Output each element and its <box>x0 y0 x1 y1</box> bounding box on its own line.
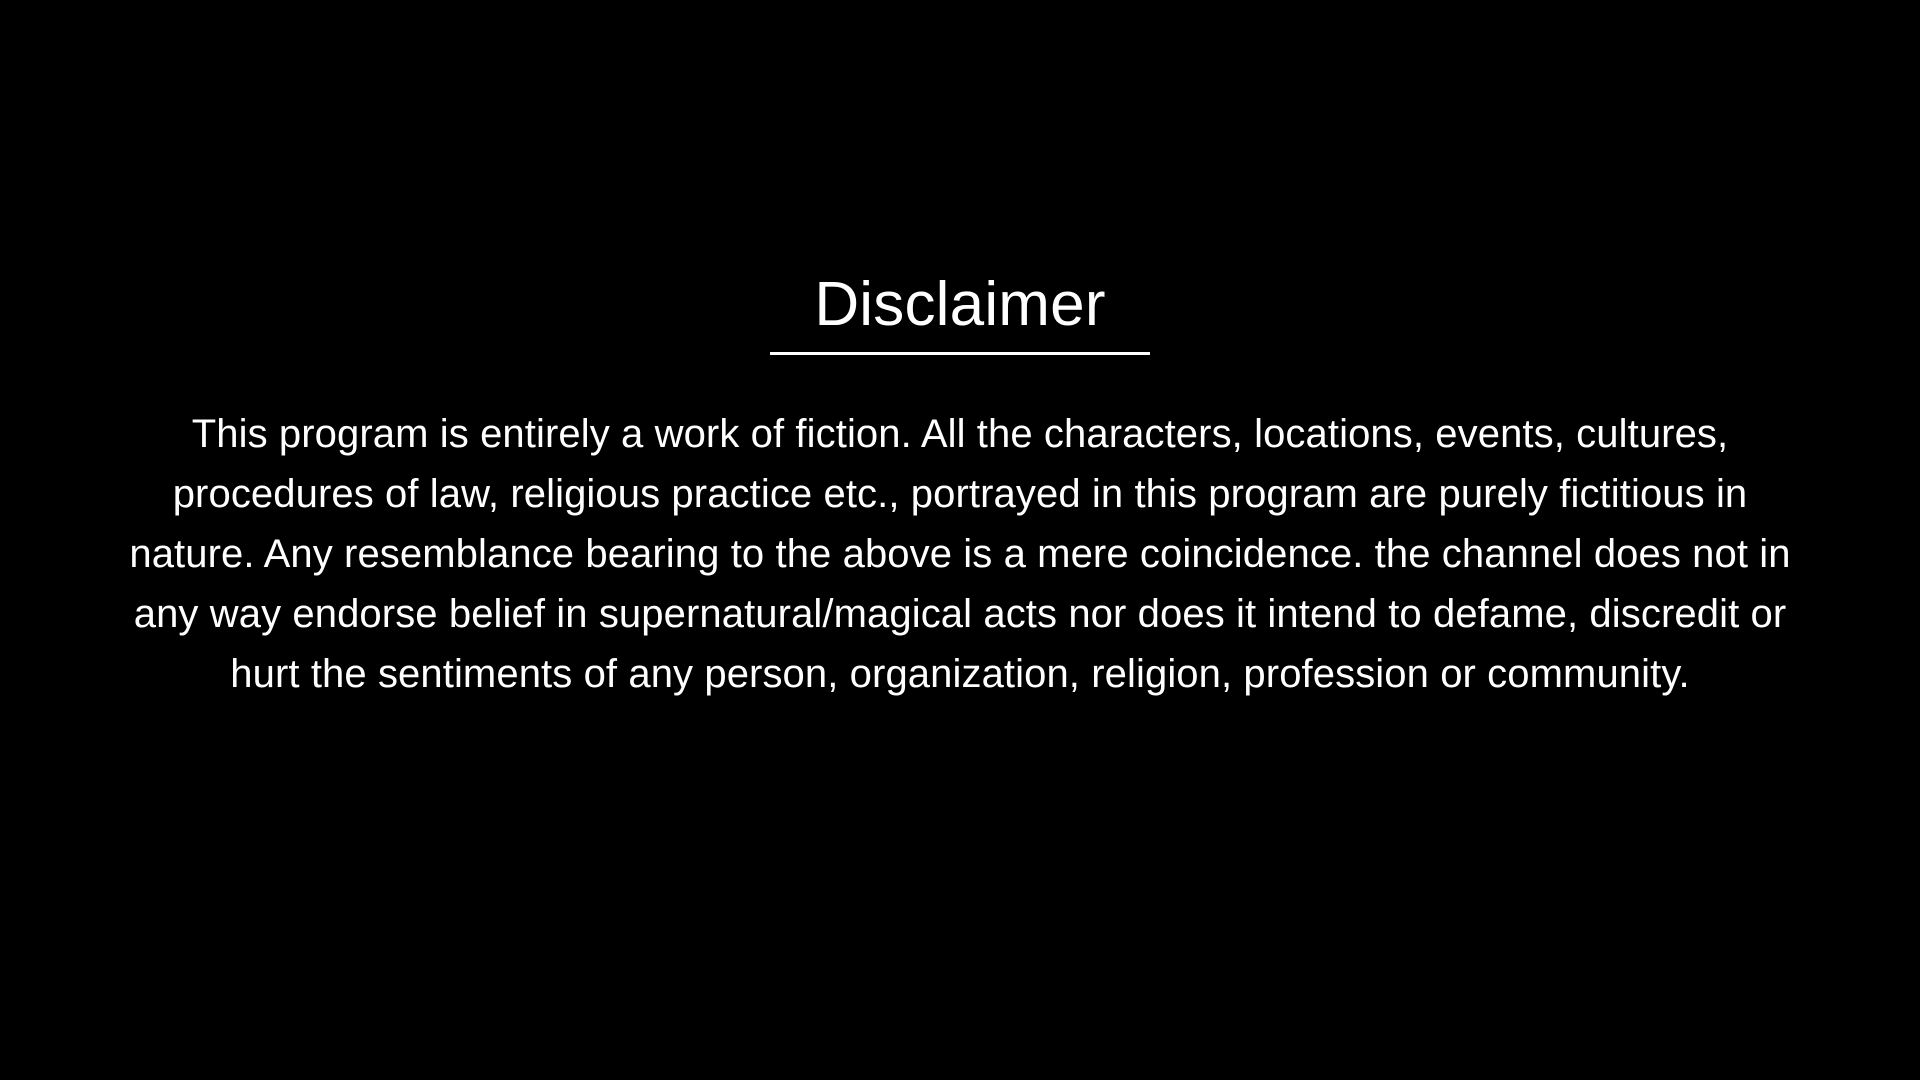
title-underline-rule <box>770 352 1150 355</box>
body-block <box>120 404 1800 704</box>
title-block <box>0 270 1920 355</box>
page-title: Disclaimer <box>814 270 1106 339</box>
disclaimer-text: This program is entirely a work of fiction. All the characters, locations, events, cultures, procedures of law, religious practice etc., portrayed in this program are purely fictitious in nature. Any resemblance bearing to the above is a mere coincidence. the channel does not in any way endorse belief in supernatural/magical acts nor does it intend to defame, discredit or hurt the sentiments of any person, organization, religion, profession or community. <box>129 412 1791 696</box>
